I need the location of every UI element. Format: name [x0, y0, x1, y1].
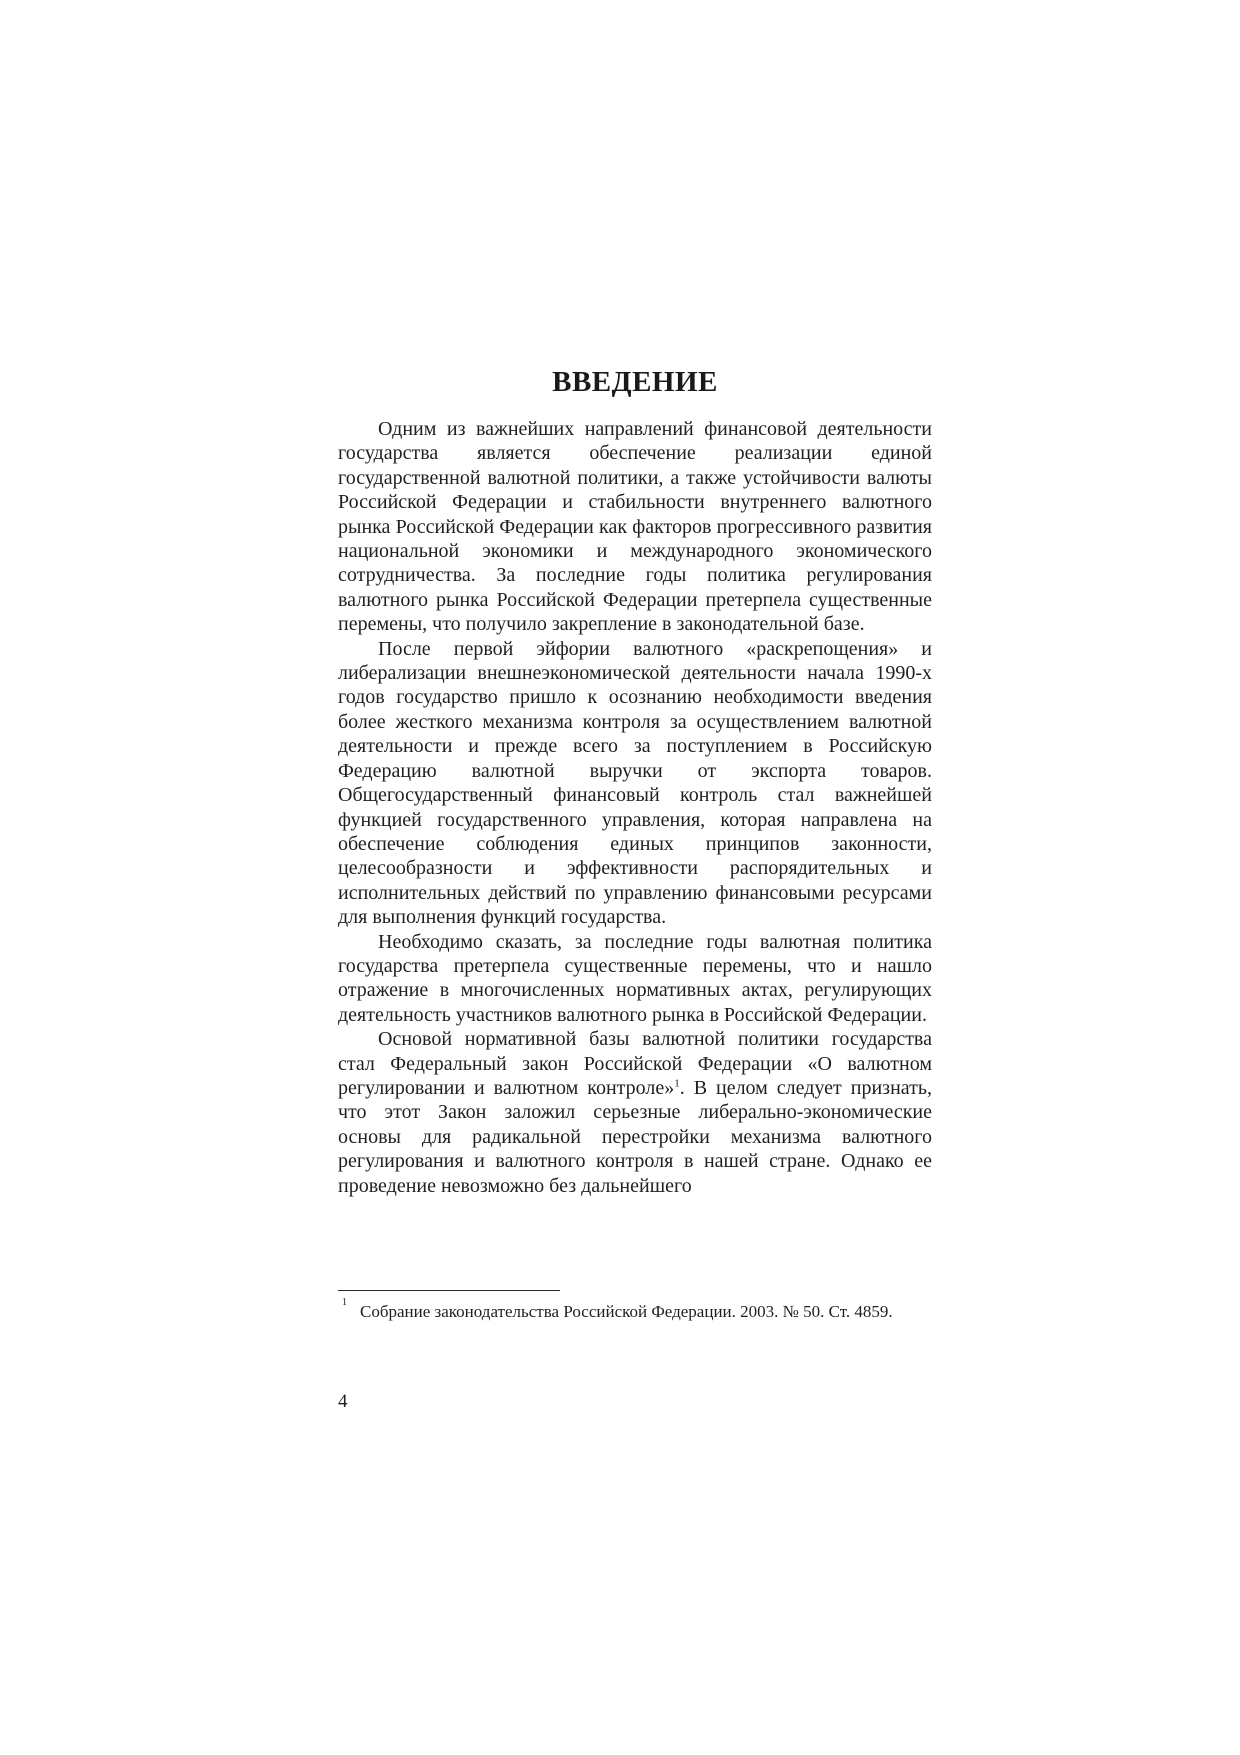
footnote-divider — [338, 1290, 560, 1291]
chapter-heading: ВВЕДЕНИЕ — [552, 366, 718, 398]
paragraph-1: Одним из важнейших направлений финансовой деятельности государства является обеспечение реализации единой государственной валютной политики, а также устойчивости валюты Российской Федерации и стабильности внутреннего валютного рынка Российской Федерации как факторов прогрессивного развития национальной экономики и международного экономического сотрудничества. За последние годы политика регулирования валютного рынка Российской Федерации претерпела существенные перемены, что получило закрепление в законодательной базе. — [338, 418, 932, 636]
page-number: 4 — [338, 1391, 348, 1412]
paragraph-4-text-after: . В целом следует признать, что этот Закон заложил серьезные либерально-экономические основы для радикальной перестройки механизма валютного регулирования и валютного контроля в нашей стране. Однако ее проведение невозможно без дальнейшего — [338, 1076, 932, 1197]
footnote-mark: 1 — [342, 1297, 347, 1308]
footnote-text: Собрание законодательства Российской Федерации. 2003. № 50. Ст. 4859. — [360, 1302, 893, 1321]
footnote — [338, 1297, 932, 1323]
main-text — [338, 417, 932, 1198]
paragraph-3: Необходимо сказать, за последние годы валютная политика государства претерпела существенные перемены, что и нашло отражение в многочисленных нормативных актах, регулирующих деятельность участников валютного рынка в Российской Федерации. — [338, 930, 932, 1026]
paragraph-2: После первой эйфории валютного «раскрепощения» и либерализации внешнеэкономической деятельности начала 1990-х годов государство пришло к осознанию необходимости введения более жесткого механизма контроля за осуществлением валютной деятельности и прежде всего за поступлением в Российскую Федерацию валютной выручки от экспорта товаров. Общегосударственный финансовый контроль стал важнейшей функцией государственного управления, которая направлена на обеспечение соблюдения единых принципов законности, целесообразности и эффективности распорядительных и исполнительных действий по управлению финансовыми ресурсами для выполнения функций государства. — [338, 637, 932, 929]
paragraph-4-text-before: Основой нормативной базы валютной политики государства стал Федеральный закон Российской Федерации «О валютном регулировании и валютном контроле» — [338, 1028, 932, 1099]
paragraph-4 — [338, 1027, 932, 1198]
footnote-reference[interactable]: 1 — [674, 1077, 680, 1090]
